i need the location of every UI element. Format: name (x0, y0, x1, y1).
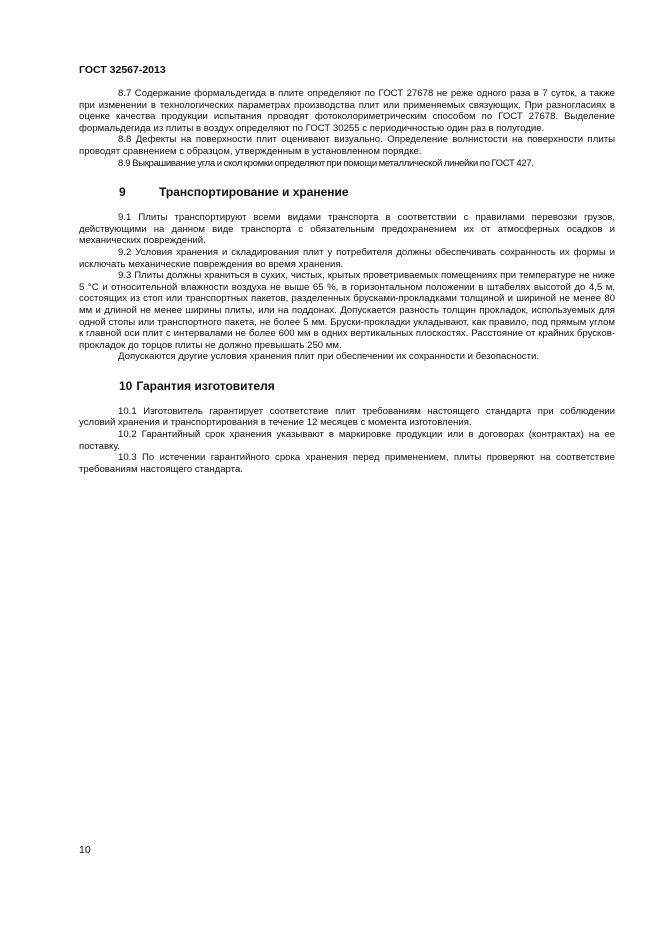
page-number: 10 (79, 844, 91, 856)
paragraph-9-1: 9.1 Плиты транспортируют всеми видами транспорта в соответствии с правилами перевозки грузов, действующими на данном виде транспорта с обязательным предохранением их от атмосферных осадков и механических повреждений. (79, 212, 615, 247)
document-code-header: ГОСТ 32567-2013 (79, 64, 166, 76)
paragraph-10-2: 10.2 Гарантийный срок хранения указывают в маркировке продукции или в договорах (контрактах) на ее поставку. (79, 429, 615, 452)
paragraph-9-4: Допускаются другие условия хранения плит при обеспечении их сохранности и безопасности. (118, 351, 539, 363)
section-9-heading (79, 185, 615, 199)
section-9-title: Транспортирование и хранение (159, 185, 349, 200)
paragraph-10-1: 10.1 Изготовитель гарантирует соответствие плит требованиям настоящего стандарта при соблюдении условий хранения и транспортирования в течение 12 месяцев с момента изготовления. (79, 405, 615, 429)
document-body (79, 88, 615, 475)
section-10-title: Гарантия изготовителя (136, 378, 275, 393)
section-10-heading (79, 379, 615, 393)
paragraph-8-8: 8.8 Дефекты на поверхности плит оценивают визуально. Определение волнистости на поверхности плиты проводят сравнением с образцом, утвержденным в установленном порядке. (79, 134, 615, 157)
paragraph-10-3: 10.3 По истечении гарантийного срока хранения перед применением, плиты проверяют на соответствие требованиям настоящего стандарта. (79, 452, 615, 475)
section-10-number: 10 (119, 378, 133, 393)
paragraph-8-7: 8.7 Содержание формальдегида в плите определяют по ГОСТ 27678 не реже одного раза в 7 суток, а также при изменении в технологических параметрах производства плит или применяемых связующих. При разногласиях в оценке качества продукции испытания проводят фотоколориметрическим способом по ГОСТ 27678. Выделение формальдегида из плиты в воздух определяют по ГОСТ 30255 с периодичностью один раз в полугодие. (79, 88, 615, 134)
section-9-number: 9 (119, 185, 126, 200)
paragraph-8-9: 8.9 Выкрашивание угла и скол кромки определяют при помощи металлической линейки по ГОСТ 427. (118, 157, 534, 169)
paragraph-9-3: 9.3 Плиты должны храниться в сухих, чистых, крытых проветриваемых помещениях при температуре не ниже 5 °С и относительной влажности воздуха не выше 65 %, в горизонтальном положении в штабелях высотой до 4,5 м, состоящих из стоп или транспортных пакетов, разделенных брусками-прокладками толщиной и шириной не менее 80 мм и длиной не менее ширины плиты, или на поддонах. Допускается разность толщин прокладок, используемых для одной стопы или транспортного пакета, не более 5 мм. Бруски-прокладки укладывают, как правило, под прямым углом к главной оси плит с интервалами не более 600 мм в одних вертикальных плоскостях. Расстояние от крайних брусков-прокладок до торцов плиты не должно превышать 250 мм. (79, 270, 615, 351)
paragraph-9-2: 9.2 Условия хранения и складирования плит у потребителя должны обеспечивать сохранность их формы и исключать механические повреждения во время хранения. (79, 246, 615, 270)
